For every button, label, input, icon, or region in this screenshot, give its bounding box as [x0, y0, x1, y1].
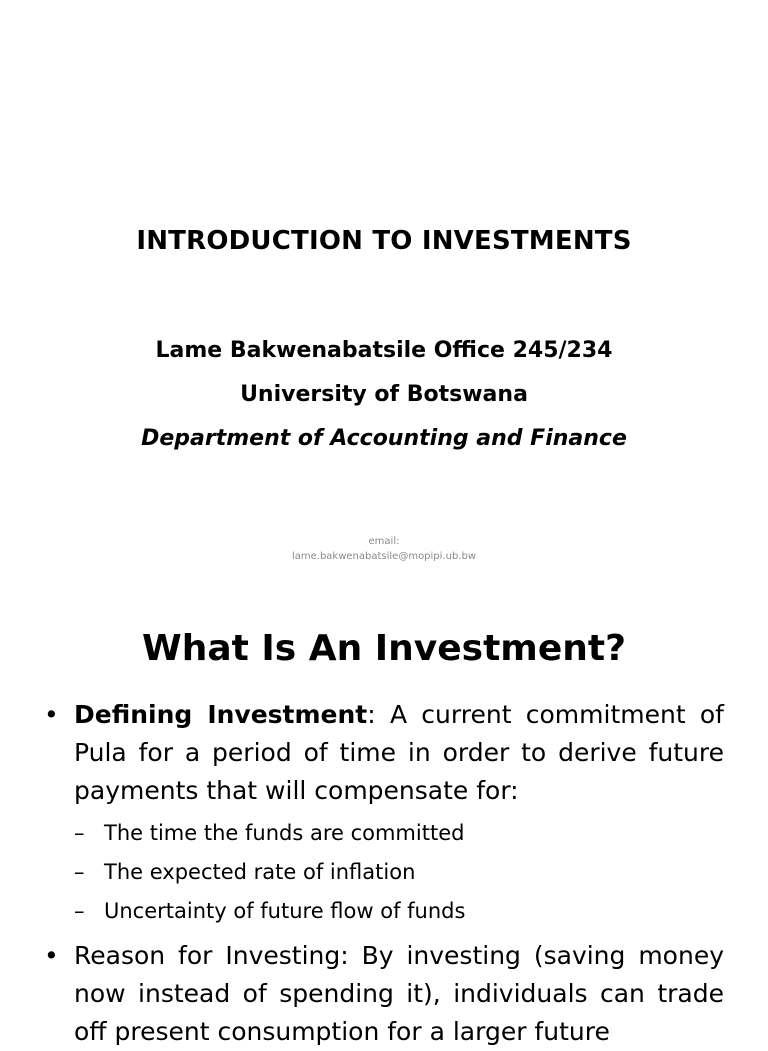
bullet-marker: • [44, 941, 59, 970]
sub-bullet-text: The time the funds are committed [104, 821, 465, 845]
sub-bullet-list [74, 814, 724, 931]
dash-marker: – [74, 860, 85, 884]
sub-bullet-item [74, 892, 724, 931]
content-slide [0, 600, 768, 1046]
bullet-term: Defining Investment [74, 700, 368, 729]
slide-title: INTRODUCTION TO INVESTMENTS [136, 226, 632, 256]
sub-bullet-text: The expected rate of inflation [104, 860, 416, 884]
bullet-text [74, 696, 724, 810]
email-label: email: [368, 536, 400, 547]
author-office-line: Lame Bakwenabatsile Office 245/234 [155, 338, 613, 363]
bullet-item [44, 937, 724, 1051]
email-address: lame.bakwenabatsile@mopipi.ub.bw [291, 551, 477, 562]
bullet-list [44, 696, 724, 1051]
dash-marker: – [74, 899, 85, 923]
sub-bullet-item [74, 853, 724, 892]
bullet-item [44, 696, 724, 810]
bullet-text: Reason for Investing: By investing (saving money now instead of spending it), individuals can trade off present consumption for a larger future [74, 941, 724, 1046]
bullet-marker: • [44, 700, 59, 729]
dash-marker: – [74, 821, 85, 845]
slide-heading: What Is An Investment? [142, 628, 626, 669]
sub-bullet-item [74, 814, 724, 853]
sub-bullet-text: Uncertainty of future flow of funds [104, 899, 466, 923]
bullet-definition: : A current commitment of Pula for a period of time in order to derive future payments that will compensate for: [74, 700, 724, 805]
department-name: Department of Accounting and Finance [141, 426, 627, 451]
university-name: University of Botswana [240, 382, 528, 407]
